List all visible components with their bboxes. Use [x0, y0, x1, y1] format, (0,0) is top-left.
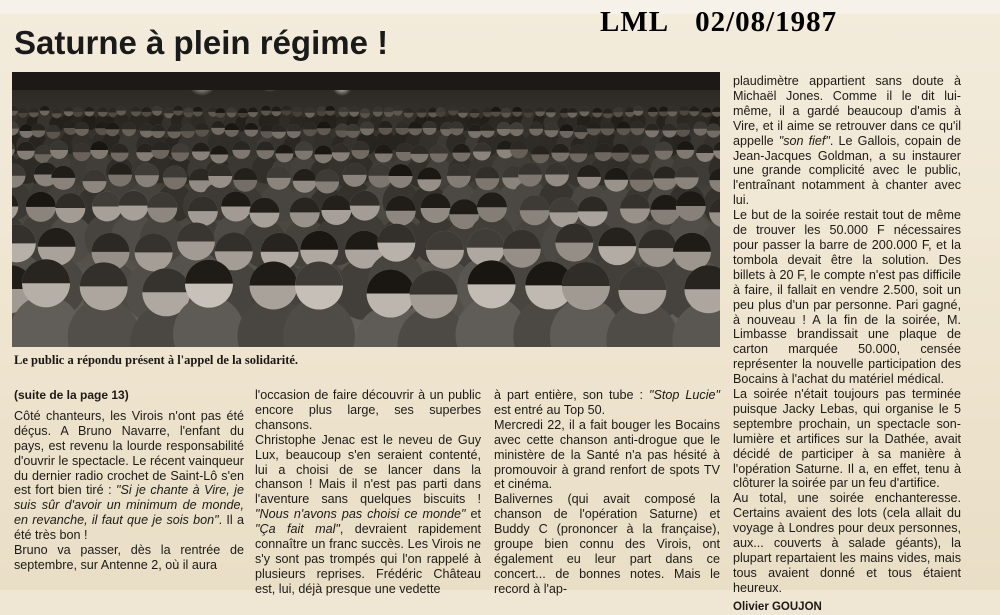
author-signature: Olivier GOUJON	[733, 600, 822, 613]
paragraph: Le but de la soirée restait tout de même de trouver les 50.000 F nécessaires pour passer la barre de 200.000 F, et la tombola devait être la solution. Des billets à 20 F, le compte n'est pas difficile à faire, il fallait en vendre 2.500, soit un peu plus d'un par personne. Pari gagné, à nouveau ! A la fin de la soirée, M. Limbasse brandissait une plaque de carton marquée 50.000, censée représenter la nouvelle participation des Bocains à l'achat du matériel médical.	[733, 208, 961, 387]
photo-caption: Le public a répondu présent à l'appel de la solidarité.	[14, 353, 299, 367]
article-column-3	[494, 388, 720, 597]
paragraph: La soirée n'était toujours pas terminée puisque Jacky Lebas, qui organise le 5 septembre prochain, un spectacle son-lumière et artifices sur la Dathée, avait décidé de participer à sa manière à l'opération Saturne. Il a, en effet, tenu à clôturer la soirée par un feu d'artifice.	[733, 387, 961, 491]
crowd-photo	[12, 72, 720, 347]
stamp-date: 02/08/1987	[695, 6, 838, 38]
article-headline: Saturne à plein régime !	[14, 24, 389, 61]
paragraph: à part entière, son tube : "Stop Lucie" est entré au Top 50.	[494, 388, 720, 417]
stamp-source: LML	[600, 6, 670, 38]
continuation-note: (suite de la page 13)	[14, 388, 129, 402]
paragraph: Christophe Jenac est le neveu de Guy Lux, beaucoup s'en seraient contenté, lui a choisi de se lancer dans la chanson ! Mais il n'est pas parti dans l'aventure sans quelques biscuits ! "Nous n'avons pas choisi ce monde" et "Ça fait mal", devraient rapidement connaître un franc succès. Les Virois ne s'y sont pas trompés qui l'on rappelé à plusieurs reprises. Frédéric Château est, lui, déjà presque une vedette	[255, 432, 481, 596]
crowd-photo-image	[12, 72, 720, 347]
paragraph: plaudimètre appartient sans doute à Michaël Jones. Comme il le dit lui-même, il a gardé beaucoup d'amis à Vire, et il aime se retrouver dans ce qu'il appelle "son fief". Le Gallois, copain de Jean-Jacques Goldman, a su instaurer une grande complicité avec le public, l'entraînant notamment à chanter avec lui.	[733, 74, 961, 208]
paragraph: Côté chanteurs, les Virois n'ont pas été déçus. A Bruno Navarre, l'enfant du pays, est revenu la lourde responsabilité d'ouvrir le spectacle. Le récent vainqueur du dernier radio crochet de Saint-Lô s'en est fort bien tiré : "Si je chante à Vire, je suis sûr d'avoir un minimum de monde, en revanche, il faut que je sois bon". Il a été très bon !	[14, 408, 244, 543]
paragraph: Mercredi 22, il a fait bouger les Bocains avec cette chanson anti-drogue que le ministère de la Santé n'a pas hésité à promouvoir à grand renfort de spots TV et cinéma.	[494, 417, 720, 492]
paragraph: l'occasion de faire découvrir à un public encore plus large, ses superbes chansons.	[255, 388, 481, 432]
article-column-2	[255, 388, 481, 597]
paragraph: Balivernes (qui avait composé la chanson de l'opération Saturne) et Buddy C (prononcer à la française), groupe bien connu des Virois, ont également eu leur part dans ce concert... de bonnes notes. Mais le record à l'ap-	[494, 492, 720, 596]
article-column-1	[14, 388, 244, 573]
paragraph: Au total, une soirée enchanteresse. Certains avaient des lots (cela allait du voyage à Londres pour deux personnes, aux... couverts à salade géants), la plupart repartaient les mains vides, mais tous avaient donné et tous étaient heureux.	[733, 491, 961, 595]
source-stamp	[600, 6, 840, 39]
paragraph: Bruno va passer, dès la rentrée de septembre, sur Antenne 2, où il aura	[14, 543, 244, 572]
article-column-4	[733, 74, 961, 615]
paper-edge	[0, 0, 1000, 14]
